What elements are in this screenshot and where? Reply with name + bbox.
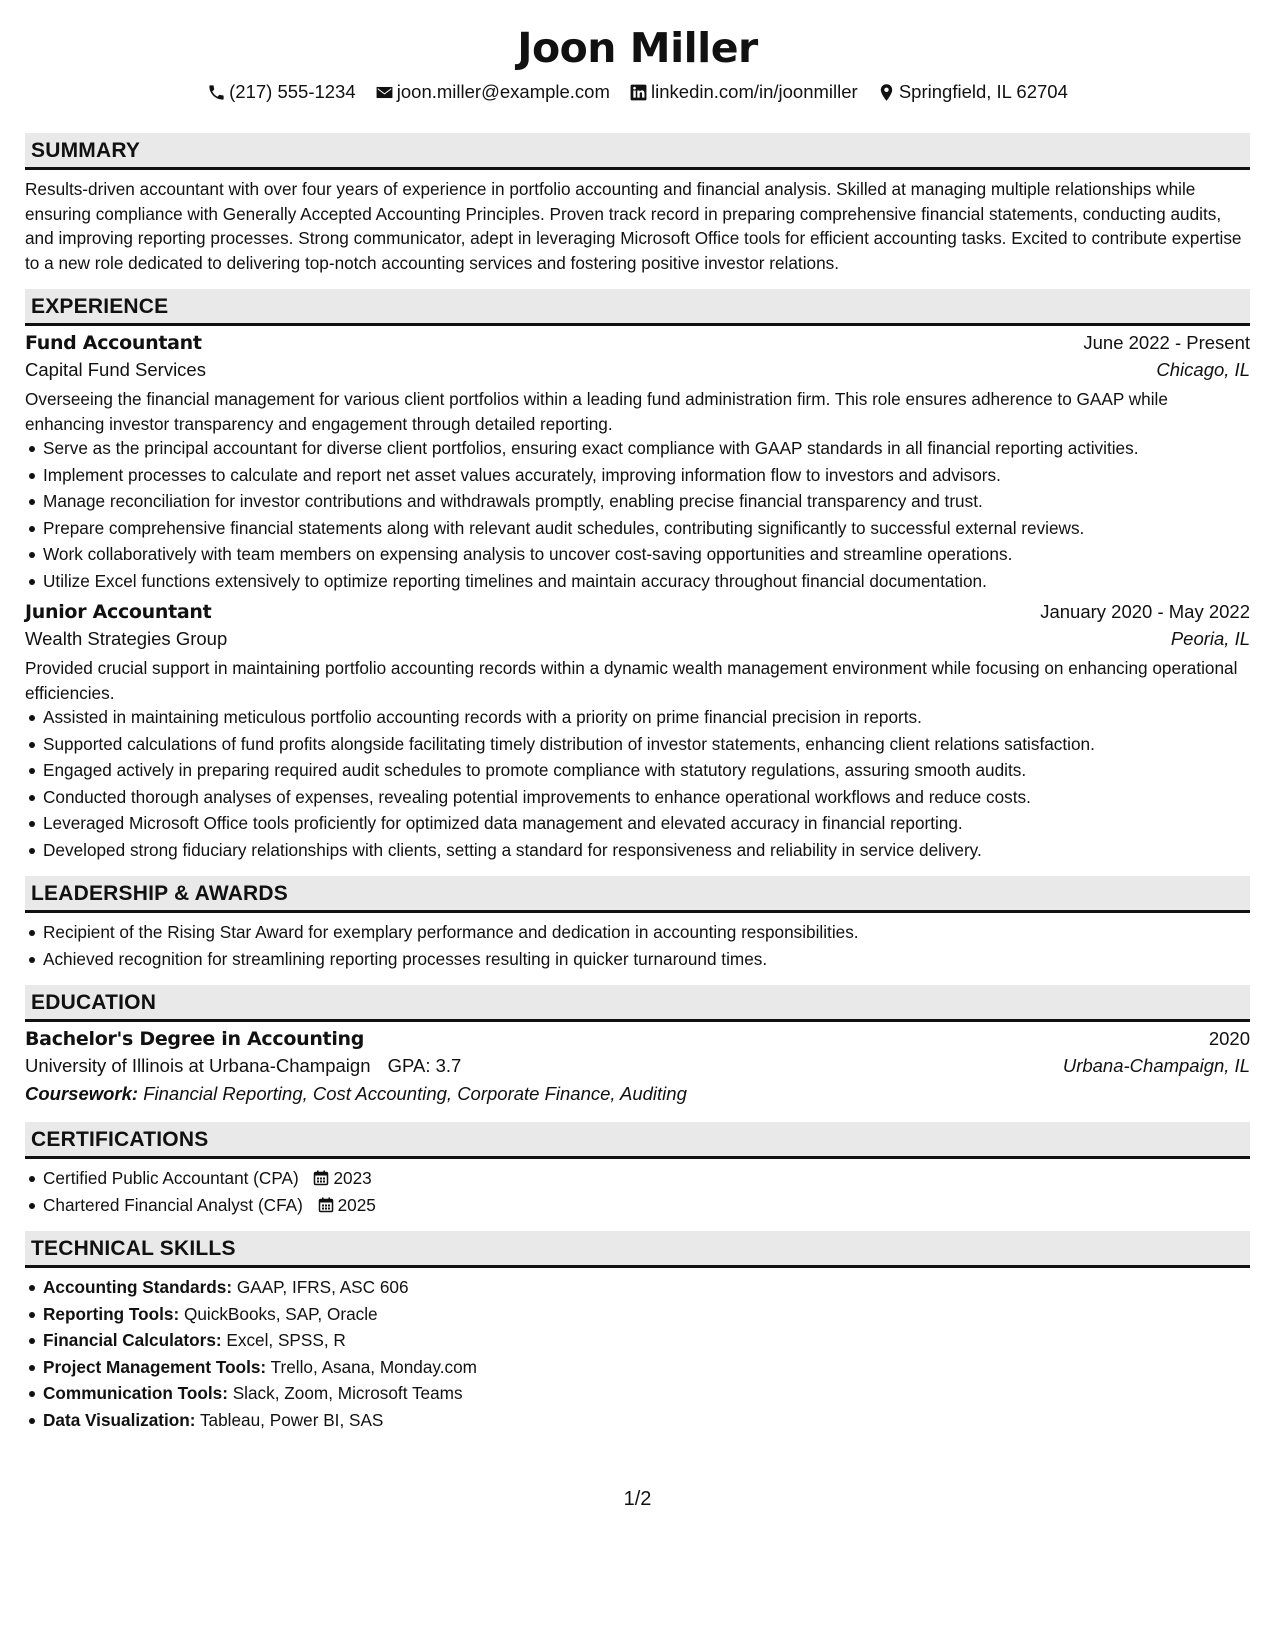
job-title: Fund Accountant xyxy=(25,332,202,354)
calendar-icon xyxy=(313,1168,329,1184)
list-item: Recipient of the Rising Star Award for exemplary performance and dedication in accounting responsibilities. xyxy=(43,920,1250,945)
list-item: Utilize Excel functions extensively to optimize reporting timelines and maintain accuracy throughout financial documentation. xyxy=(43,569,1250,594)
skill-label: Communication Tools: xyxy=(43,1383,228,1403)
list-item: Developed strong fiduciary relationships with clients, setting a standard for responsiveness and reliability in service delivery. xyxy=(43,838,1250,863)
list-item: Assisted in maintaining meticulous portfolio accounting records with a priority on prime financial precision in reports. xyxy=(43,705,1250,730)
job-bullet-list xyxy=(25,705,1250,862)
summary-section xyxy=(25,133,1250,275)
email-text: joon.miller@example.com xyxy=(396,81,610,102)
candidate-name: Joon Miller xyxy=(517,24,758,72)
skill-value: Excel, SPSS, R xyxy=(226,1330,346,1350)
skill-value: Tableau, Power BI, SAS xyxy=(199,1409,384,1430)
gpa: GPA: 3.7 xyxy=(387,1055,462,1076)
contact-phone xyxy=(207,80,356,104)
list-item xyxy=(43,1302,1250,1327)
coursework-row xyxy=(25,1083,1250,1105)
experience-heading: EXPERIENCE xyxy=(25,289,1250,326)
contact-email[interactable] xyxy=(375,80,610,104)
summary-text: Results-driven accountant with over four years of experience in portfolio accounting and financial analysis. Skilled at managing multiple relationships while ensuring compliance with Generally Accepted Accounting Principles. Proven track record in preparing comprehensive financial statements, conducting audits, and improving reporting processes. Strong communicator, adept in leveraging Microsoft Office tools for efficient accounting tasks. Excited to contribute expertise to a new role dedicated to delivering top-notch accounting services and fostering positive investor relations. xyxy=(25,179,1242,273)
list-item: Serve as the principal accountant for diverse client portfolios, ensuring exact compliance with GAAP standards in all financial reporting activities. xyxy=(43,436,1250,461)
job-dates: January 2020 - May 2022 xyxy=(1040,601,1250,622)
school-name: University of Illinois at Urbana-Champaign xyxy=(25,1055,371,1076)
certifications-list xyxy=(25,1166,1250,1217)
list-item xyxy=(43,1355,1250,1380)
job-entry xyxy=(25,601,1250,862)
certifications-heading: CERTIFICATIONS xyxy=(25,1122,1250,1159)
coursework-label: Coursework: xyxy=(25,1083,139,1104)
contact-bar xyxy=(25,80,1250,104)
skills-list xyxy=(25,1275,1250,1432)
job-company: Wealth Strategies Group xyxy=(25,628,228,649)
certification-year: 2023 xyxy=(333,1168,372,1188)
leadership-heading: LEADERSHIP & AWARDS xyxy=(25,876,1250,913)
leadership-list xyxy=(25,920,1250,971)
job-bullet-list xyxy=(25,436,1250,593)
job-title-row xyxy=(25,601,1250,623)
skill-label: Financial Calculators: xyxy=(43,1330,222,1350)
job-company-row xyxy=(25,359,1250,381)
skill-value: GAAP, IFRS, ASC 606 xyxy=(236,1277,409,1297)
school-info xyxy=(25,1055,461,1077)
skills-heading: TECHNICAL SKILLS xyxy=(25,1231,1250,1268)
page-number: 1/2 xyxy=(623,1488,652,1510)
leadership-section xyxy=(25,876,1250,971)
certification-year: 2025 xyxy=(337,1194,376,1215)
skill-value: QuickBooks, SAP, Oracle xyxy=(184,1303,378,1324)
list-item xyxy=(43,1408,1250,1433)
skill-value: Slack, Zoom, Microsoft Teams xyxy=(232,1383,463,1403)
skill-label: Reporting Tools: xyxy=(43,1303,180,1324)
list-item xyxy=(43,1166,1250,1191)
map-pin-icon xyxy=(877,83,896,102)
resume-page xyxy=(25,0,1250,1510)
phone-icon xyxy=(207,83,226,102)
job-company-row xyxy=(25,628,1250,650)
degree-row xyxy=(25,1028,1250,1050)
school-location: Urbana-Champaign, IL xyxy=(1062,1055,1250,1076)
phone-text: (217) 555-1234 xyxy=(229,81,356,102)
certification-name: Certified Public Accountant (CPA) xyxy=(43,1168,299,1188)
calendar-icon xyxy=(318,1195,334,1211)
linkedin-icon xyxy=(629,83,648,102)
contact-linkedin[interactable] xyxy=(629,80,858,104)
linkedin-text: linkedin.com/in/joonmiller xyxy=(651,81,858,102)
list-item: Engaged actively in preparing required audit schedules to promote compliance with statutory regulations, assuring smooth audits. xyxy=(43,758,1250,783)
degree-title: Bachelor's Degree in Accounting xyxy=(25,1028,365,1050)
job-description: Overseeing the financial management for various client portfolios within a leading fund administration firm. This role ensures adherence to GAAP while enhancing investor transparency and engagement through detailed reporting. xyxy=(25,389,1168,434)
job-dates: June 2022 - Present xyxy=(1083,332,1250,353)
job-company: Capital Fund Services xyxy=(25,359,206,380)
skills-section xyxy=(25,1231,1250,1432)
job-location: Chicago, IL xyxy=(1156,359,1250,380)
list-item: Manage reconciliation for investor contributions and withdrawals promptly, enabling precise financial transparency and trust. xyxy=(43,489,1250,514)
list-item xyxy=(43,1193,1250,1218)
education-heading: EDUCATION xyxy=(25,985,1250,1022)
summary-heading: SUMMARY xyxy=(25,133,1250,170)
list-item xyxy=(43,1381,1250,1406)
graduation-year: 2020 xyxy=(1208,1028,1250,1049)
list-item: Achieved recognition for streamlining reporting processes resulting in quicker turnaround times. xyxy=(43,947,1250,972)
list-item: Prepare comprehensive financial statements along with relevant audit schedules, contributing significantly to successful external reviews. xyxy=(43,516,1250,541)
job-title-row xyxy=(25,332,1250,354)
list-item xyxy=(43,1275,1250,1300)
skill-label: Project Management Tools: xyxy=(43,1356,267,1377)
list-item: Supported calculations of fund profits alongside facilitating timely distribution of investor statements, enhancing client relations satisfaction. xyxy=(43,732,1250,757)
contact-location xyxy=(877,80,1068,104)
skill-label: Data Visualization: xyxy=(43,1409,196,1430)
job-description: Provided crucial support in maintaining portfolio accounting records within a dynamic wealth management environment while focusing on enhancing operational efficiencies. xyxy=(25,658,1238,703)
list-item: Leveraged Microsoft Office tools proficiently for optimized data management and elevated accuracy in financial reporting. xyxy=(43,811,1250,836)
coursework-list: Financial Reporting, Cost Accounting, Corporate Finance, Auditing xyxy=(143,1083,687,1104)
certifications-section xyxy=(25,1122,1250,1217)
skill-label: Accounting Standards: xyxy=(43,1277,233,1297)
location-text: Springfield, IL 62704 xyxy=(898,81,1068,102)
list-item: Work collaboratively with team members on expensing analysis to uncover cost-saving opportunities and streamline operations. xyxy=(43,542,1250,567)
school-row xyxy=(25,1055,1250,1077)
certification-name: Chartered Financial Analyst (CFA) xyxy=(43,1194,303,1215)
job-entry xyxy=(25,332,1250,593)
list-item: Implement processes to calculate and report net asset values accurately, improving information flow to investors and advisors. xyxy=(43,463,1250,488)
job-title: Junior Accountant xyxy=(25,601,212,623)
list-item xyxy=(43,1328,1250,1353)
skill-value: Trello, Asana, Monday.com xyxy=(270,1356,477,1377)
envelope-icon xyxy=(375,83,394,102)
experience-section xyxy=(25,289,1250,862)
list-item: Conducted thorough analyses of expenses, revealing potential improvements to enhance operational workflows and reduce costs. xyxy=(43,785,1250,810)
job-location: Peoria, IL xyxy=(1170,628,1250,649)
education-section xyxy=(25,985,1250,1105)
